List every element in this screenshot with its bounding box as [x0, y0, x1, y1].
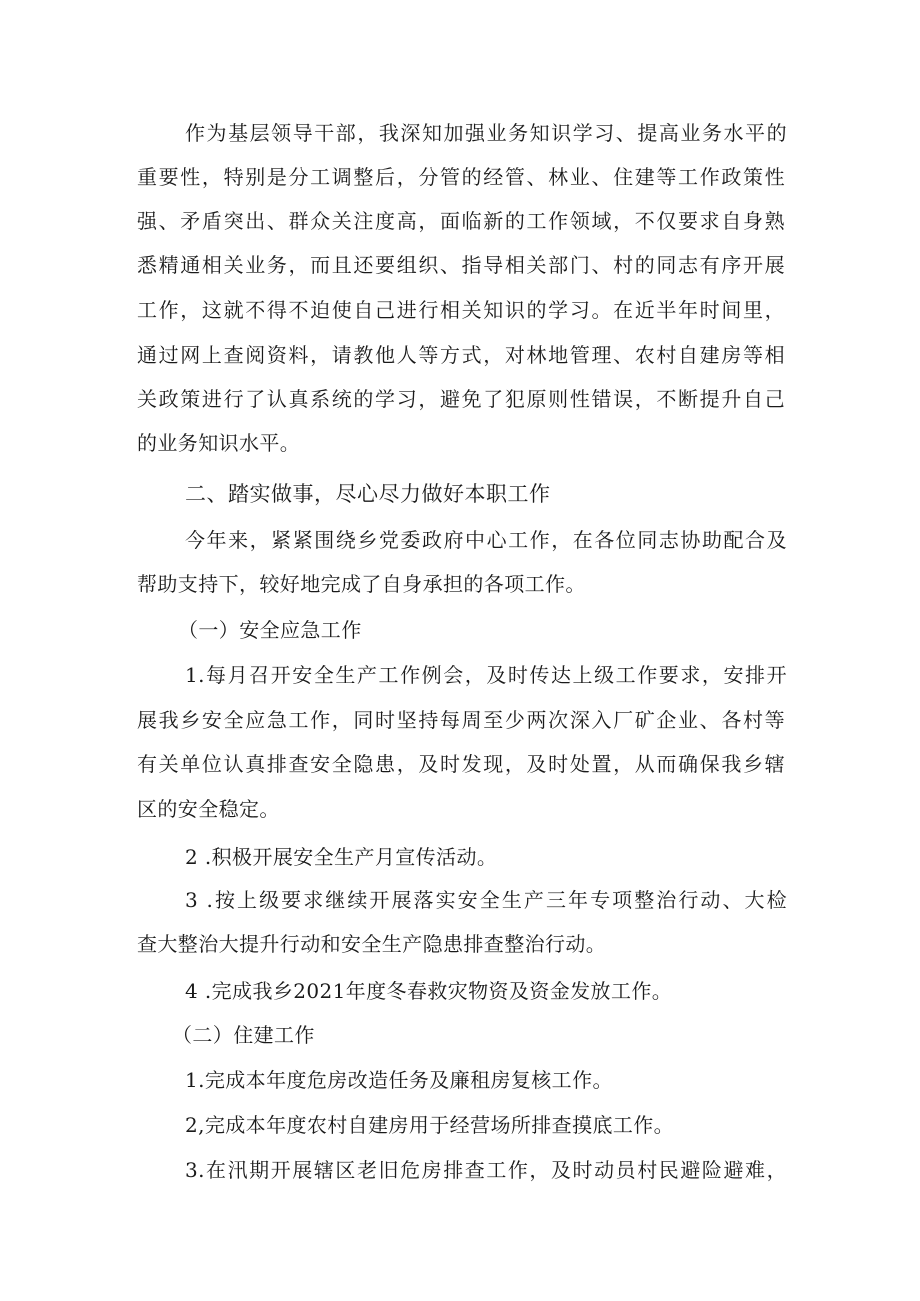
list-item: 1.完成本年度危房改造任务及廉租房复核工作。 — [185, 1068, 613, 1092]
list-item-line: 3 .按上级要求继续开展落实安全生产三年专项整治行动、大检 — [185, 888, 787, 912]
paragraph-line: 的业务知识水平。 — [137, 431, 301, 455]
list-item: 3.在汛期开展辖区老旧危房排查工作，及时动员村民避险避难， — [185, 1158, 787, 1182]
section-heading: 二、踏实做事，尽心尽力做好本职工作 — [185, 482, 551, 506]
list-item: 2 .积极开展安全生产月宣传活动。 — [185, 845, 498, 869]
paragraph-line: 悉精通相关业务，而且还要组织、指导相关部门、村的同志有序开展 — [137, 253, 785, 277]
paragraph-line: 强、矛盾突出、群众关注度高，面临新的工作领域，不仅要求自身熟 — [137, 209, 785, 233]
list-item-line: 查大整治大提升行动和安全生产隐患排查整治行动。 — [137, 932, 607, 956]
list-item-line: 展我乡安全应急工作，同时坚持每周至少两次深入厂矿企业、各村等 — [137, 708, 785, 732]
paragraph-line: 帮助支持下，较好地完成了自身承担的各项工作。 — [137, 572, 586, 596]
paragraph-line: 关政策进行了认真系统的学习，避免了犯原则性错误，不断提升自己 — [137, 387, 785, 411]
list-item: 2,完成本年度农村自建房用于经营场所排查摸底工作。 — [185, 1113, 675, 1137]
subsection-heading: （二）住建工作 — [172, 1023, 315, 1047]
paragraph-line: 工作，这就不得不迫使自己进行相关知识的学习。在近半年时间里， — [137, 298, 785, 322]
list-item: 4 .完成我乡2021年度冬春救灾物资及资金发放工作。 — [185, 979, 673, 1003]
paragraph-line: 重要性，特别是分工调整后，分管的经管、林业、住建等工作政策性 — [137, 165, 785, 189]
subsection-heading: （一）安全应急工作 — [178, 618, 362, 642]
list-item-line: 有关单位认真排查安全隐患，及时发现，及时处置，从而确保我乡辖 — [137, 752, 785, 776]
paragraph-line: 今年来，紧紧围绕乡党委政府中心工作，在各位同志协助配合及 — [185, 528, 787, 552]
paragraph-line: 作为基层领导干部，我深知加强业务知识学习、提高业务水平的 — [185, 121, 787, 145]
list-item-line: 1.每月召开安全生产工作例会，及时传达上级工作要求，安排开 — [185, 663, 787, 687]
list-item-line: 区的安全稳定。 — [137, 797, 280, 821]
paragraph-line: 通过网上查阅资料，请教他人等方式，对林地管理、农村自建房等相 — [137, 343, 785, 367]
